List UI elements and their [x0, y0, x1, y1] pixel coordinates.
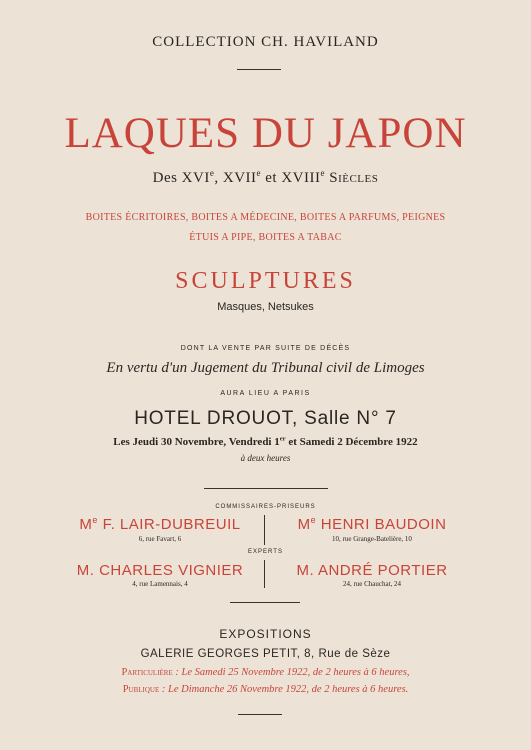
place-intro [0, 390, 531, 397]
collection-text: COLLECTION CH. HAVILAND [152, 34, 379, 50]
gallery-text: GALERIE GEORGES PETIT, 8, Rue de Sèze [140, 648, 391, 660]
judgement-line [0, 360, 531, 377]
right1-name: HENRI BAUDOIN [316, 516, 447, 533]
auctioneer-left-name [60, 516, 260, 533]
place-intro-text: AURA LIEU A PARIS [220, 390, 311, 397]
footer-rule [238, 714, 282, 715]
experts-label [0, 549, 531, 555]
auctioneer-left-address [60, 535, 260, 543]
right2-name: M. ANDRÉ PORTIER [296, 562, 448, 579]
sale-intro-text: DONT LA VENTE PAR SUITE DE DÉCÈS [180, 345, 351, 352]
left2-name: M. CHARLES VIGNIER [76, 562, 244, 579]
expert-right-address [272, 580, 472, 588]
left1-address: 6, rue Favart, 6 [138, 535, 182, 543]
items-line-1 [0, 212, 531, 223]
judgement-text: En vertu d'un Jugement du Tribunal civil de Limoges [106, 360, 425, 376]
venue-line [0, 408, 531, 430]
dates-prefix: Les Jeudi 30 Novembre, Vendredi 1 [113, 436, 280, 448]
sculptures-heading [0, 268, 531, 295]
time-text: à deux heures [240, 453, 291, 463]
expert-left-name [60, 562, 260, 579]
expositions-heading [0, 627, 531, 641]
venue-text: HOTEL DROUOT, Salle N° 7 [134, 408, 397, 429]
centuries-suffix: Siècles [325, 170, 379, 186]
left1-name: F. LAIR-DUBREUIL [97, 516, 241, 533]
centuries-mid2: et XVIII [261, 170, 321, 186]
left1-sup: e [92, 515, 98, 525]
public-label: Publique [122, 684, 160, 695]
section-rule-top [204, 488, 328, 489]
centuries-mid1: , XVII [214, 170, 257, 186]
private-viewing-line [0, 667, 531, 678]
sup-e1: e [209, 168, 215, 178]
center-divider-2 [264, 560, 265, 588]
dates-sup: er [279, 435, 286, 443]
sculptures-heading-text: SCULPTURES [175, 268, 356, 294]
sup-e2: e [256, 168, 262, 178]
expert-right-name [272, 562, 472, 579]
auctioneer-right-name [272, 516, 472, 533]
left1-prefix: M [79, 516, 93, 533]
items-line-2-text: ÉTUIS A PIPE, BOITES A TABAC [189, 232, 342, 243]
centuries-prefix: Des XVI [152, 170, 210, 186]
expositions-heading-text: EXPOSITIONS [219, 627, 312, 641]
experts-label-text: EXPERTS [248, 549, 283, 555]
right1-sup: e [310, 515, 317, 525]
time-line [0, 453, 531, 463]
expert-left-address [60, 580, 260, 588]
public-viewing-line [0, 684, 531, 695]
header-rule [237, 69, 281, 70]
collection-header [0, 34, 531, 51]
items-line-2 [0, 232, 531, 243]
commissaires-label-text: COMMISSAIRES-PRISEURS [215, 504, 316, 510]
public-text: : Le Dimanche 26 Novembre 1922, de 2 heures à 6 heures. [159, 684, 409, 695]
sculptures-sub-text: Masques, Netsukes [217, 301, 314, 313]
section-rule-bottom [230, 602, 300, 603]
sale-intro [0, 345, 531, 352]
commissaires-label [0, 504, 531, 510]
gallery-line [0, 648, 531, 660]
center-divider-1 [264, 515, 265, 545]
main-title-text: LAQUES DU JAPON [64, 110, 467, 157]
centuries-subtitle [0, 170, 531, 187]
auctioneer-right-address [272, 535, 472, 543]
dates-line [0, 436, 531, 448]
right2-address: 24, rue Chauchat, 24 [342, 580, 402, 588]
right1-address: 10, rue Grange-Batelière, 10 [332, 535, 412, 543]
left2-address: 4, rue Lamennais, 4 [132, 580, 188, 588]
sup-e3: e [320, 168, 325, 178]
sculptures-sub [0, 301, 531, 313]
private-text: : Le Samedi 25 Novembre 1922, de 2 heures à 6 heures, [172, 667, 410, 678]
dates-suffix: et Samedi 2 Décembre 1922 [285, 436, 418, 448]
main-title [0, 110, 531, 158]
private-label: Particulière [121, 667, 173, 678]
right1-prefix: M [297, 516, 311, 533]
items-line-1-text: BOITES ÉCRITOIRES, BOITES A MÉDECINE, BOITES A PARFUMS, PEIGNES [85, 212, 446, 223]
